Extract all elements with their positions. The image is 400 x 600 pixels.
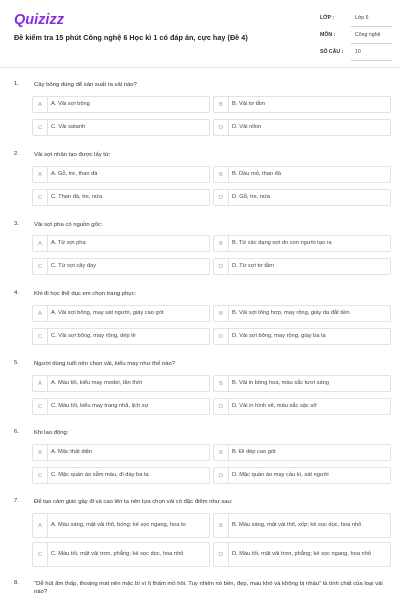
option-text: A. Gỗ, tre, than đá [51,170,98,177]
option-letter: B [214,236,229,251]
question-number: 3. [14,221,19,227]
option-letter: C [33,120,48,135]
option-text: B. Dầu mỏ, than đá [232,170,282,177]
meta-row-grade [317,13,392,30]
option-text: D. Vải nilon [232,123,262,130]
option-letter: D [214,468,229,483]
meta-row-subject [317,30,392,47]
worksheet-header [0,0,400,68]
option-b[interactable] [213,305,391,322]
option-letter: B [214,514,229,537]
divider [351,43,392,44]
option-letter: C [33,543,48,566]
option-text: B. Từ các dạng sợi do con người tạo ra [232,239,332,246]
divider [351,26,392,27]
option-a[interactable] [32,235,210,252]
option-text: D. Mặc quần áo may cầu kì, sát người [232,471,329,478]
option-letter: B [214,445,229,460]
option-letter: D [214,399,229,414]
option-a[interactable] [32,96,210,113]
option-text: B. Vải tơ tằm [232,100,266,107]
option-c[interactable] [32,119,210,136]
option-letter: B [214,376,229,391]
question-text: Cây bông dùng để sản xuất ra vải nào? [34,82,137,88]
question-text: "Dễ hút ẩm thấp, thoáng mát nên mặc bí vì ít thấm mồ hôi. Tuy nhiên nó bền, đẹp, mau khô và không bị nhàu" là tính chất của loại vải nào? [34,581,383,595]
option-d[interactable] [213,398,391,415]
option-d[interactable] [213,542,391,567]
option-text: A. Từ sợi pha [51,239,86,246]
document-title: Đề kiểm tra 15 phút Công nghệ 6 Học kì 1 có đáp án, cực hay (Đề 4) [14,33,248,42]
option-a[interactable] [32,305,210,322]
option-text: D. Từ sợi tơ tằm [232,262,274,269]
question-text: Người dùng tuổi nên chọn vải, kiểu may như thế nào? [34,361,176,367]
option-c[interactable] [32,189,210,206]
option-text: A. Màu sáng, mặt vải thô, bóng; kẻ sọc ngang, hoa to [51,521,186,528]
option-b[interactable] [213,166,391,183]
meta-panel [317,13,392,64]
option-d[interactable] [213,119,391,136]
option-c[interactable] [32,398,210,415]
option-text: B. Vải sợi tổng hợp, may rộng, giày da đắt tiền [232,309,350,316]
option-text: C. Màu tối, kiểu may trang nhã, lịch sự [51,402,149,409]
option-letter: A [33,236,48,251]
option-c[interactable] [32,258,210,275]
option-letter: C [33,259,48,274]
option-a[interactable] [32,513,210,538]
option-a[interactable] [32,166,210,183]
option-text: A. Màu tối, kiểu may model, tân thời [51,379,142,386]
option-d[interactable] [213,328,391,345]
meta-row-question-count [317,47,392,64]
option-b[interactable] [213,513,391,538]
option-letter: C [33,399,48,414]
meta-label: LỚP : [320,15,335,21]
question-number: 1. [14,81,19,87]
option-text: C. Màu tối, mặt vải trơn, phẳng; kẻ sọc dọc, hoa nhỏ [51,550,184,557]
option-text: D. Vải sợi bông, may rộng, giày ba ta [232,332,326,339]
option-letter: B [214,97,229,112]
question-number: 2. [14,151,19,157]
option-c[interactable] [32,328,210,345]
option-text: A. Vải sợi bông [51,100,90,107]
option-letter: A [33,376,48,391]
svg-text:Quizizz: Quizizz [14,12,64,27]
question-number: 5. [14,360,19,366]
option-text: C. Vải sợi bông, may rộng, dép lê [51,332,136,339]
option-letter: A [33,167,48,182]
option-letter: A [33,97,48,112]
option-text: D. Gỗ, tre, nứa [232,193,270,200]
divider [351,60,392,61]
option-letter: B [214,306,229,321]
meta-value: Công nghệ [355,32,381,38]
option-text: A. Vải sợi bông, may sát người, giày cao gót [51,309,164,316]
option-b[interactable] [213,444,391,461]
option-b[interactable] [213,235,391,252]
option-text: D. Màu tối, mặt vải trơn, phẳng; kẻ sọc ngang, hoa nhỏ [232,550,372,557]
option-letter: A [33,514,48,537]
option-text: A. Mặc thật diện [51,448,93,455]
meta-value: 10 [355,49,361,55]
question-number: 8. [14,580,19,586]
question-number: 4. [14,290,19,296]
option-letter: A [33,445,48,460]
option-text: C. Vải xatanh [51,123,86,130]
option-letter: D [214,329,229,344]
option-d[interactable] [213,258,391,275]
option-letter: C [33,468,48,483]
option-letter: C [33,190,48,205]
option-d[interactable] [213,189,391,206]
option-a[interactable] [32,375,210,392]
option-text: C. Mặc quần áo sẫm màu, đi dày ba ta [51,471,149,478]
option-letter: B [214,167,229,182]
option-letter: C [33,329,48,344]
option-text: B. Vải in bông hoa, màu sắc tươi sáng [232,379,330,386]
option-letter: A [33,306,48,321]
option-c[interactable] [32,467,210,484]
meta-label: MÔN : [320,32,336,38]
option-text: C. Từ sợi cây đay [51,262,97,269]
meta-value: Lớp 6 [355,15,369,21]
question-text: Vải sợi nhân tạo được lấy từ: [34,152,111,158]
option-letter: D [214,543,229,566]
option-letter: D [214,259,229,274]
option-c[interactable] [32,542,210,567]
option-b[interactable] [213,375,391,392]
meta-label: SỐ CÂU : [320,49,344,55]
option-text: D. Vải in hình vẽ, màu sắc sặc sỡ [232,402,317,409]
option-text: B. Màu sáng, mặt vải thô, xốp; kẻ sọc dọc, hoa nhỏ [232,521,362,528]
question-text: Khi đi học thể dục em chọn trang phục: [34,291,137,297]
question-text: Để tạo cảm giác gầy đi và cao lên ta nên lựa chọn vải có đặc điểm như sau: [34,499,233,505]
option-b[interactable] [213,96,391,113]
quizizz-logo [14,11,94,27]
question-text: Khi lao động: [34,430,69,436]
question-number: 6. [14,429,19,435]
option-letter: D [214,190,229,205]
option-letter: D [214,120,229,135]
option-text: B. Đi dép cao gót [232,448,276,455]
option-d[interactable] [213,467,391,484]
question-text: Vải sợi pha có nguồn gốc: [34,222,103,228]
option-a[interactable] [32,444,210,461]
question-number: 7. [14,498,19,504]
option-text: C. Than đá, tre, nứa [51,193,103,200]
